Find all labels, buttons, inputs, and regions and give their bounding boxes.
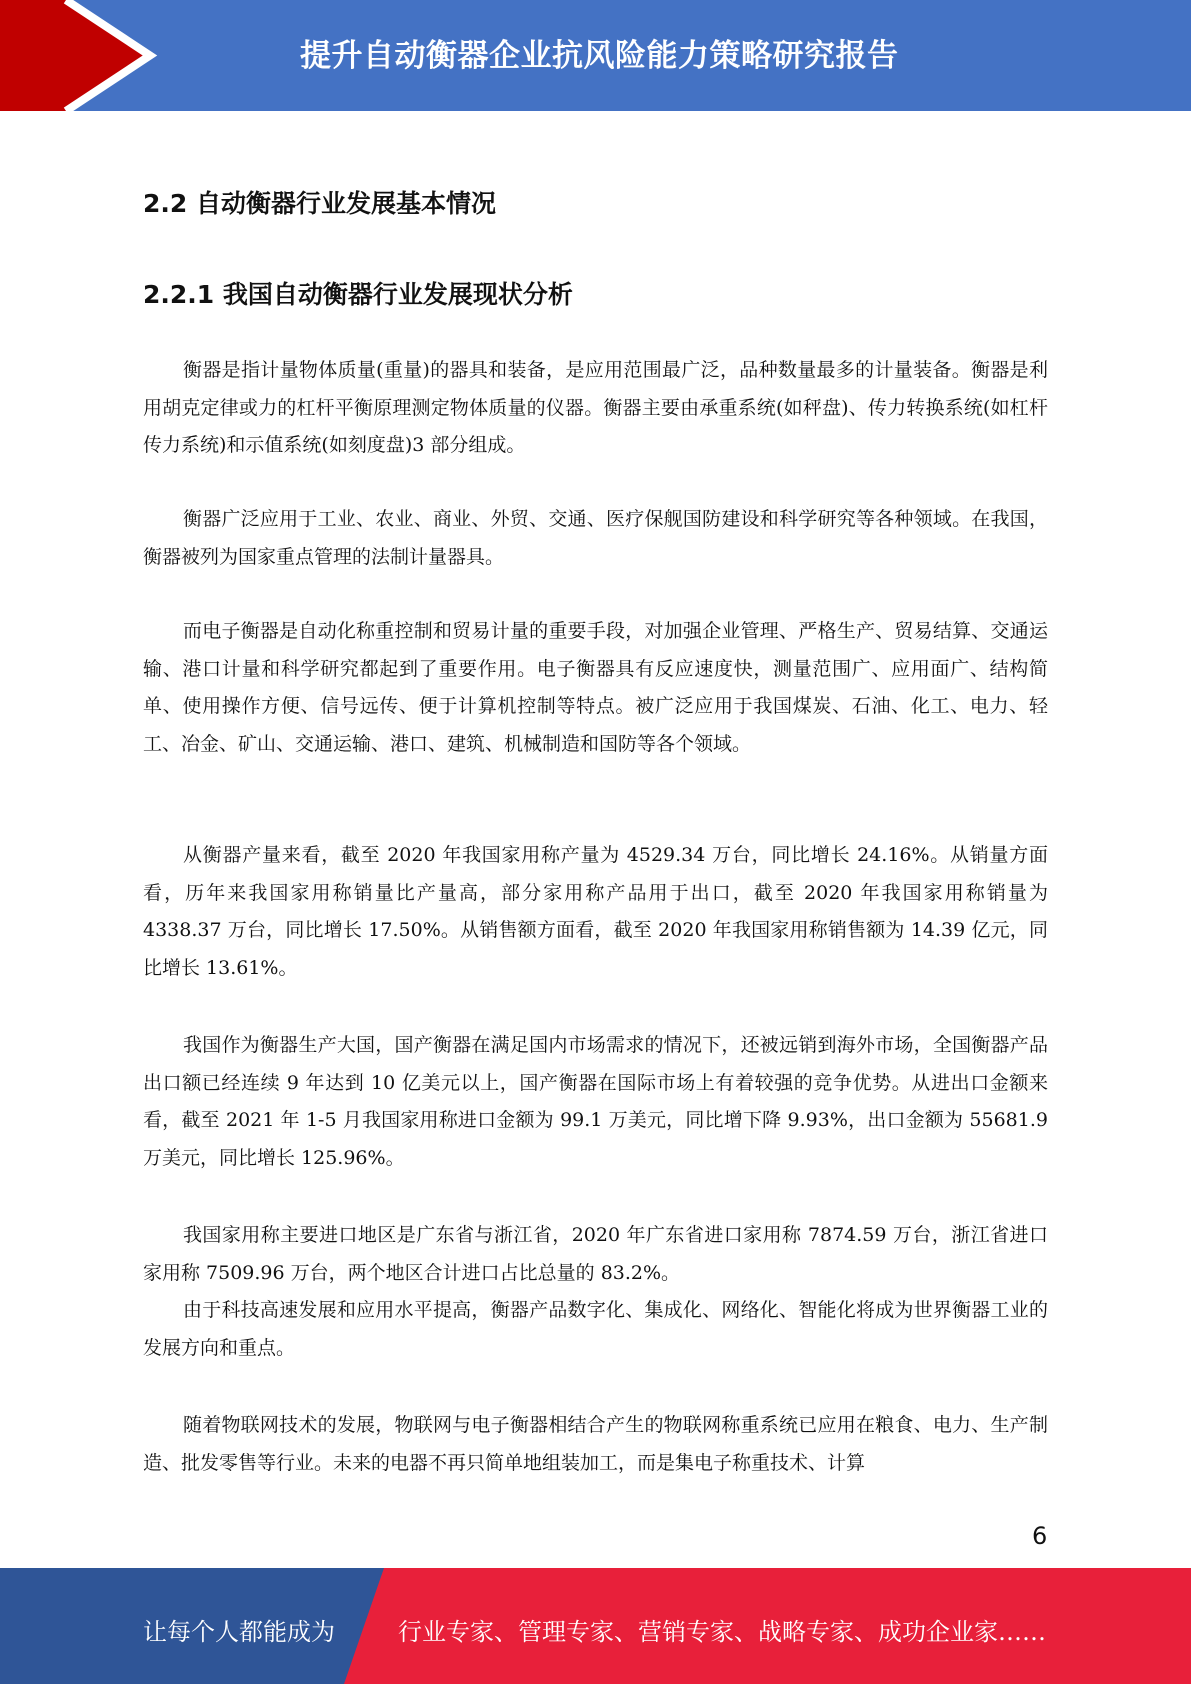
paragraph-4: 从衡器产量来看，截至 2020 年我国家用称产量为 4529.34 万台，同比增长 24.16%。从销量方面看，历年来我国家用称销量比产量高，部分家用称产品用于出口，截至 2020 年我国家用称销量为 4338.37 万台，同比增长 17.50%。从销售额方面看，截至 2020 年我国家用称销售额为 14.39 亿元，同比增长 13.61%。 bbox=[143, 844, 1048, 979]
document-title: 提升自动衡器企业抗风险能力策略研究报告 bbox=[300, 38, 899, 74]
section-heading: 2.2 自动衡器行业发展基本情况 bbox=[143, 189, 496, 218]
paragraph-6: 我国家用称主要进口地区是广东省与浙江省，2020 年广东省进口家用称 7874.59 万台，浙江省进口家用称 7509.96 万台，两个地区合计进口占比总量的 83.2%。 bbox=[143, 1224, 1048, 1284]
paragraph-7: 由于科技高速发展和应用水平提高，衡器产品数字化、集成化、网络化、智能化将成为世界衡器工业的发展方向和重点。 bbox=[143, 1299, 1048, 1359]
paragraph-2: 衡器广泛应用于工业、农业、商业、外贸、交通、医疗保舰国防建设和科学研究等各种领域。在我国，衡器被列为国家重点管理的法制计量器具。 bbox=[143, 508, 1048, 568]
paragraph-3: 而电子衡器是自动化称重控制和贸易计量的重要手段，对加强企业管理、严格生产、贸易结算、交通运输、港口计量和科学研究都起到了重要作用。电子衡器具有反应速度快，测量范围广、应用面广、结构简单、使用操作方便、信号远传、便于计算机控制等特点。被广泛应用于我国煤炭、石油、化工、电力、轻工、冶金、矿山、交通运输、港口、建筑、机械制造和国防等各个领域。 bbox=[143, 620, 1048, 755]
header-band bbox=[0, 0, 1191, 111]
paragraph-5: 我国作为衡器生产大国，国产衡器在满足国内市场需求的情况下，还被远销到海外市场，全国衡器产品出口额已经连续 9 年达到 10 亿美元以上，国产衡器在国际市场上有着较强的竞争优势。从进出口金额来看，截至 2021 年 1-5 月我国家用称进口金额为 99.1 万美元，同比增下降 9.93%，出口金额为 55681.9 万美元，同比增长 125.96%。 bbox=[143, 1034, 1048, 1169]
paragraph-8: 随着物联网技术的发展，物联网与电子衡器相结合产生的物联网称重系统已应用在粮食、电力、生产制造、批发零售等行业。未来的电器不再只简单地组装加工，而是集电子称重技术、计算 bbox=[143, 1414, 1048, 1474]
subsection-heading: 2.2.1 我国自动衡器行业发展现状分析 bbox=[143, 280, 573, 309]
footer-slogan-right: 行业专家、管理专家、营销专家、战略专家、成功企业家…… bbox=[398, 1618, 1046, 1646]
footer-slogan-left: 让每个人都能成为 bbox=[143, 1618, 335, 1646]
page-number: 6 bbox=[1032, 1522, 1048, 1550]
header-chevron-graphic bbox=[0, 0, 160, 111]
paragraph-1: 衡器是指计量物体质量(重量)的器具和装备，是应用范围最广泛，品种数量最多的计量装备。衡器是利用胡克定律或力的杠杆平衡原理测定物体质量的仪器。衡器主要由承重系统(如秤盘)、传力转换系统(如杠杆传力系统)和示值系统(如刻度盘)3 部分组成。 bbox=[143, 359, 1048, 456]
